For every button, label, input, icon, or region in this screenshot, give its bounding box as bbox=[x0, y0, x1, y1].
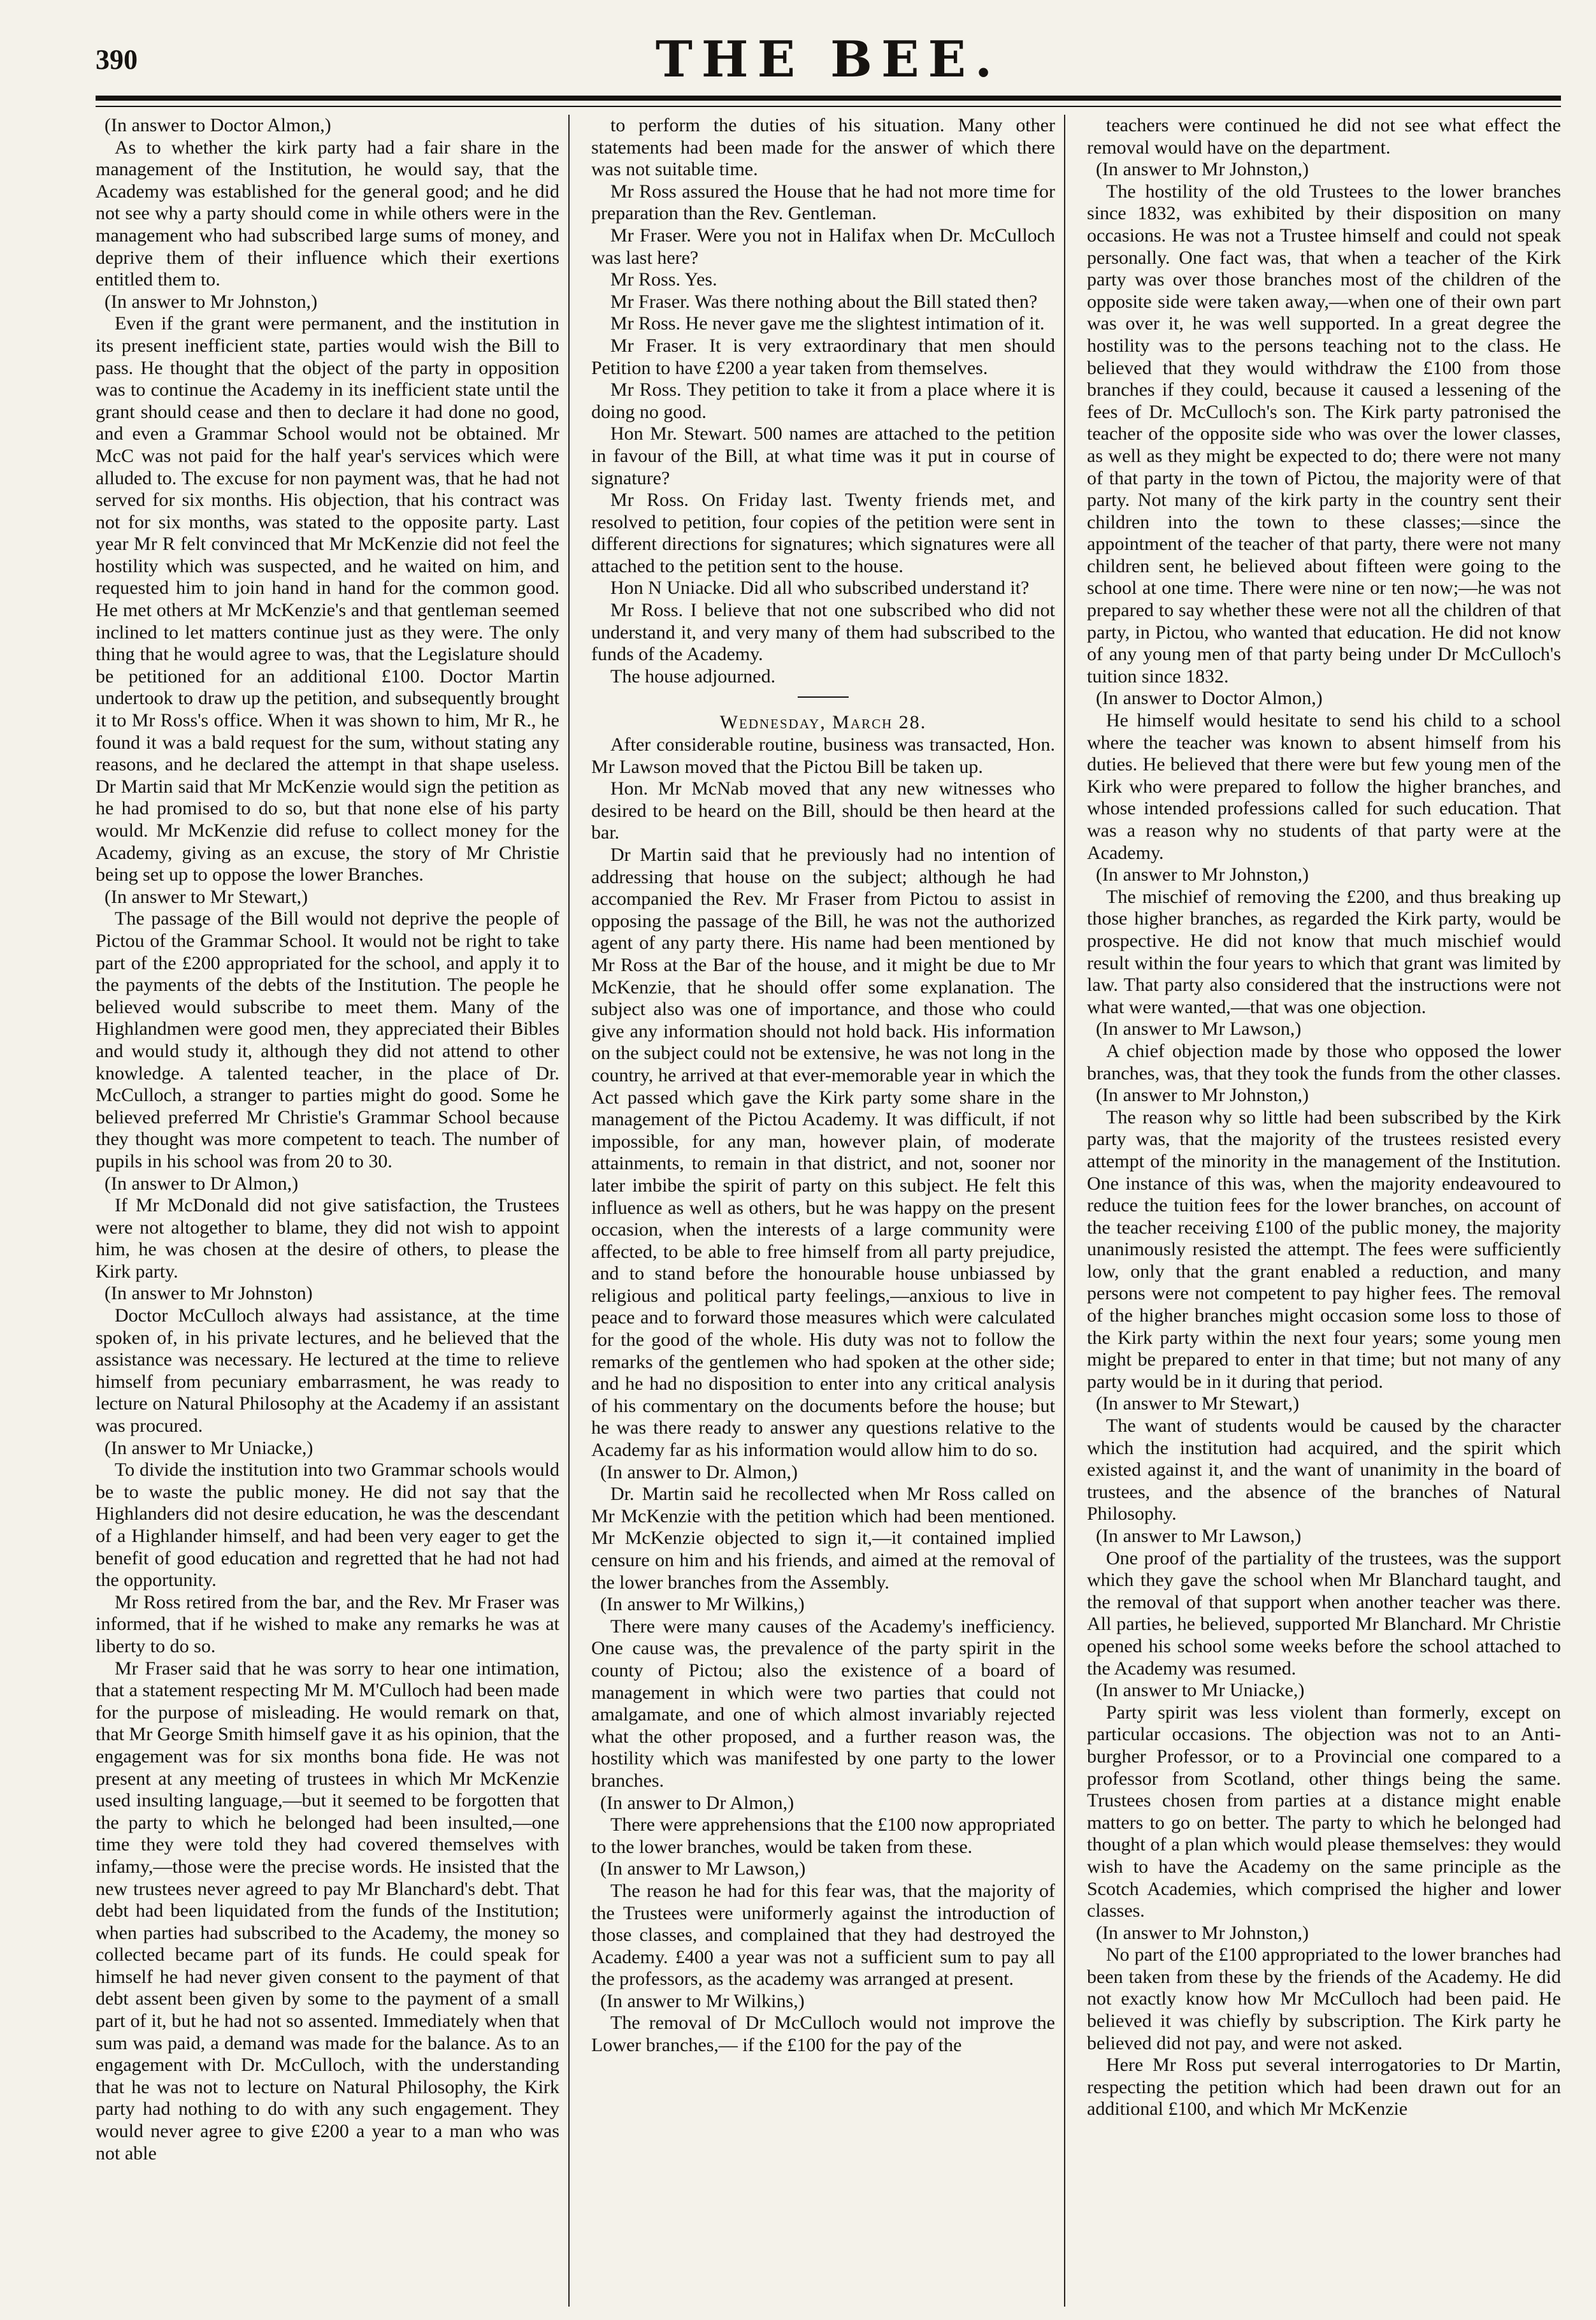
body-paragraph: Mr Fraser. Was there nothing about the Bill stated then? bbox=[610, 291, 1038, 312]
answer-note: (In answer to Mr Johnston,) bbox=[104, 291, 318, 312]
body-paragraph: Hon. Mr McNab moved that any new witnesses who desired to be heard on the Bill, should be then heard at the bar. bbox=[591, 778, 1055, 844]
body-paragraph: If Mr McDonald did not give satisfaction, the Trustees were not altogether to blame, they did not wish to appoint him, he was chosen at the desire of others, to please the Kirk party. bbox=[96, 1195, 559, 1282]
answer-note: (In answer to Mr Stewart,) bbox=[1096, 1393, 1300, 1415]
body-paragraph: Mr Ross. They petition to take it from a place where it is doing no good. bbox=[591, 379, 1055, 422]
body-paragraph: The hostility of the old Trustees to the lower branches since 1832, was exhibited by their disposition on many occasions. He was not a Trustee himself and could not speak personally. One fact was, that when a teacher of the Kirk party was over those branches most of the children of the opposite side were taken away,—when one of their own part was over it, he was well supported. In a great degree the hostility was to the persons teaching not to the class. He believed that they would withdraw the £100 from those branches if they could, because it caused a lessening of the fees of Dr. McCulloch's son. The Kirk party patronised the teacher of the opposite side who was over the lower classes, as well as they might be expected to do; there were not many of that party in the town of Pictou, the majority were of that party. Not many of the kirk party in the country sent their children into the town to these classes;—since the appointment of the teacher of that party, there were not many children sent, he believed about fifteen were going to the school at one time. There were nine or ten now;—he was not prepared to say whether these were not all the children of that party, in Pictou, who wanted that education. He did not know of any young men of that party being under Dr McCulloch's tuition since 1832. bbox=[1087, 180, 1561, 687]
answer-note: (In answer to Mr Johnston,) bbox=[1096, 1084, 1309, 1106]
answer-note: (In answer to Dr Almon,) bbox=[104, 1172, 299, 1194]
column-text bbox=[96, 115, 559, 2165]
body-paragraph: Mr Ross. He never gave me the slightest intimation of it. bbox=[610, 313, 1045, 335]
body-paragraph: to perform the duties of his situation. Many other statements had been made for the answer of which there was not suitable time. bbox=[591, 115, 1055, 180]
body-paragraph: Dr. Martin said he recollected when Mr Ross called on Mr McKenzie with the petition which had been mentioned. Mr McKenzie objected to sign it,—it contained implied censure on him and his friends, and aimed at the removal of the lower branches from the Assembly. bbox=[591, 1483, 1055, 1593]
column-left bbox=[96, 115, 570, 2307]
page-number: 390 bbox=[96, 44, 138, 75]
body-paragraph: Mr Ross. On Friday last. Twenty friends met, and resolved to petition, four copies of the petition were sent in different directions for signatures; which signatures were all attached to the petition sent to the house. bbox=[591, 489, 1055, 577]
answer-note: (In answer to Mr Johnston,) bbox=[1096, 864, 1309, 886]
body-paragraph: No part of the £100 appropriated to the lower branches had been taken from these by the friends of the Academy. He did not exactly know how Mr McCulloch had been paid. He believed it was chiefly by subscription. The Kirk party he believed did not pay, and were not asked. bbox=[1087, 1944, 1561, 2054]
answer-note: (In answer to Doctor Almon,) bbox=[1096, 688, 1323, 709]
column-text bbox=[591, 115, 1055, 2057]
body-paragraph: The mischief of removing the £200, and thus breaking up those higher branches, as regarded the Kirk party, would be prospective. He did not know that much mischief would result within the four years to which that grant was limited by law. That party also considered that the instructions were not what were wanted,—that was one objection. bbox=[1087, 886, 1561, 1018]
body-paragraph: Hon Mr. Stewart. 500 names are attached to the petition in favour of the Bill, at what time was it put in course of signature? bbox=[591, 423, 1055, 489]
body-paragraph: Mr Fraser. Were you not in Halifax when Dr. McCulloch was last here? bbox=[591, 224, 1055, 268]
answer-note: (In answer to Dr. Almon,) bbox=[600, 1461, 798, 1483]
body-paragraph: A chief objection made by those who opposed the lower branches, was, that they took the funds from the other classes. bbox=[1087, 1040, 1561, 1084]
answer-note: (In answer to Mr Wilkins,) bbox=[600, 1594, 805, 1615]
body-paragraph: The reason why so little had been subscribed by the Kirk party was, that the majority of the trustees resisted every attempt of the minority in the management of the Institution. One instance of this was, when the majority endeavoured to reduce the tuition fees for the lower branches, on account of the teacher receiving £100 of the public money, the majority unanimously resisted the attempt. The fees were sufficiently low, only that the grant enabled a reduction, and many persons were not competent to pay higher fees. The removal of the higher branches might occasion some loss to those of the Kirk party within the next four years; some young men might be prepared to enter in that time; but not many of any party would be in it during that period. bbox=[1087, 1106, 1561, 1392]
body-paragraph: Mr Fraser. It is very extraordinary that men should Petition to have £200 a year taken from themselves. bbox=[591, 335, 1055, 378]
body-paragraph: Mr Ross. I believe that not one subscribed who did not understand it, and very many of them had subscribed to the funds of the Academy. bbox=[591, 600, 1055, 665]
column-text bbox=[1087, 115, 1561, 2121]
column-middle bbox=[591, 115, 1065, 2307]
body-paragraph: Mr Ross retired from the bar, and the Rev. Mr Fraser was informed, that if he wished to make any remarks he was at liberty to do so. bbox=[96, 1591, 559, 1657]
body-paragraph: Mr Ross assured the House that he had not more time for preparation than the Rev. Gentleman. bbox=[591, 180, 1055, 224]
section-separator bbox=[798, 696, 849, 698]
body-paragraph: Here Mr Ross put several interrogatories to Dr Martin, respecting the petition which had been drawn out for an additional £100, and which Mr McKenzie bbox=[1087, 2054, 1561, 2120]
body-paragraph: Mr Fraser said that he was sorry to hear one intimation, that a statement respecting Mr M. M'Culloch had been made for the purpose of misleading. He would remark on that, that Mr George Smith himself gave it as his opinion, that the engagement was for six months bona fide. He was not present at any meeting of trustees in which Mr McKenzie used insulting language,—but it seemed to be forgotten that the party to which he belonged had been insulted,—one time they were told they had covered themselves with infamy,—those were the precise words. He insisted that the new trustees never agreed to pay Mr Blanchard's debt. That debt had been liquidated from the funds of the Institution; when parties had subscribed to the Academy, the money so collected became part of its funds. He could speak for himself he had never given consent to the payment of that debt assent been given by some to the payment of a small part of it, but he had not so assented. Immediately when that sum was paid, a demand was made for the balance. As to an engagement with Dr. McCulloch, with the understanding that he was not to lecture on Natural Philosophy, the Kirk party had nothing to do with any such engagement. They would never agree to give £200 a year to a man who was not able bbox=[96, 1657, 559, 2164]
answer-note: (In answer to Mr Wilkins,) bbox=[600, 1990, 805, 2012]
answer-note: (In answer to Mr Johnston) bbox=[104, 1283, 313, 1304]
answer-note: (In answer to Dr Almon,) bbox=[600, 1792, 794, 1813]
column-right bbox=[1087, 115, 1561, 2307]
body-paragraph: Party spirit was less violent than formerly, except on particular occasions. The objection was not to an Anti-burgher Professor, or to a Provincial one compared to a professor from Scotland, other things being the same. Trustees chosen from parties at a distance might enable matters to go on better. The party to which he belonged had thought of a plan which would please themselves: they would wish to have the Academy on the same principle as the Scotch Academies, which comprised the higher and lower classes. bbox=[1087, 1701, 1561, 1922]
answer-note: (In answer to Mr Johnston,) bbox=[1096, 1922, 1309, 1943]
answer-note: (In answer to Mr Lawson,) bbox=[1096, 1525, 1302, 1546]
journal-title: THE BEE. bbox=[655, 31, 1002, 89]
answer-note: (In answer to Mr Lawson,) bbox=[600, 1858, 806, 1880]
body-paragraph: The reason he had for this fear was, that the majority of the Trustees were uniformerly against the introduction of those classes, and complained that they had destroyed the Academy. £400 a year was not a sufficient sum to pay all the professors, as the academy was arranged at present. bbox=[591, 1880, 1055, 1990]
section-heading: Wednesday, March 28. bbox=[719, 712, 927, 733]
answer-note: (In answer to Mr Johnston,) bbox=[1096, 159, 1309, 180]
body-paragraph: Hon N Uniacke. Did all who subscribed understand it? bbox=[610, 577, 1030, 599]
body-paragraph: The removal of Dr McCulloch would not improve the Lower branches,— if the £100 for the pay of the bbox=[591, 2012, 1055, 2056]
masthead-rule-thick bbox=[96, 96, 1561, 101]
body-paragraph: Even if the grant were permanent, and the institution in its present inefficient state, parties would wish the Bill to pass. He thought that the object of the party in opposition was to continue the Academy in its inefficient state until the grant should cease and then to declare it had done no good, and even a Grammar School would not be obtained. Mr McC was not paid for the half year's services which were alluded to. The excuse for non payment was, that he had not served for six months. His objection, that his contract was not for six months, was stated to the opposite party. Last year Mr R felt convinced that Mr McKenzie did not feel the hostility which was suspected, and he waited on him, and requested him to join hand in hand for the common good. He met others at Mr McKenzie's and that gentleman seemed inclined to let matters continue just as they were. The only thing that he would agree to was, that the Legislature should be petitioned for an additional £100. Doctor Martin undertook to draw up the petition, and subsequently brought it to Mr Ross's office. When it was shown to him, Mr R., he found it was a bald request for the sum, without stating any reasons, and he declared the attempt in that shape useless. Dr Martin said that Mr McKenzie would sign the petition as he had promised to do so, but that none else of his party would. Mr McKenzie did refuse to collect money for the Academy, giving as an excuse, the story of Mr Christie being set up to oppose the lower Branches. bbox=[96, 313, 559, 886]
body-paragraph: The house adjourned. bbox=[610, 665, 776, 687]
body-paragraph: To divide the institution into two Grammar schools would be to waste the public money. He did not say that the Highlanders did not desire education, he was the descendant of a Highlander himself, and had been very eager to get the benefit of good education and regretted that he had not had the opportunity. bbox=[96, 1459, 559, 1591]
body-paragraph: Mr Ross. Yes. bbox=[610, 269, 717, 291]
answer-note: (In answer to Mr Uniacke,) bbox=[1096, 1680, 1305, 1701]
body-paragraph: The passage of the Bill would not deprive the people of Pictou of the Grammar School. It would not be right to take part of the £200 appropriated for the school, and apply it to the payments of the debts of the Institution. The people he believed would subscribe to meet them. Many of the Highlandmen were good men, they appreciated their Bibles and would study it, although they did not attend to other knowledge. A talented teacher, in the place of Dr. McCulloch, a stranger to parties might do good. Some he believed preferred Mr Christie's Grammar School because they thought was more competent to teach. The number of pupils in his school was from 20 to 30. bbox=[96, 908, 559, 1172]
body-paragraph: The want of students would be caused by the character which the institution had acquired, and the spirit which existed against it, and the want of unanimity in the board of trustees, and the absence of the branches of Natural Philosophy. bbox=[1087, 1415, 1561, 1525]
answer-note: (In answer to Mr Lawson,) bbox=[1096, 1018, 1302, 1040]
article-columns bbox=[96, 115, 1561, 2307]
body-paragraph: There were many causes of the Academy's inefficiency. One cause was, the prevalence of the party spirit in the county of Pictou; also the existence of a board of management in which were two parties that could not amalgamate, and one of which almost invariably rejected what the other proposed, and a further reason was, the hostility which was manifested by one party to the lower branches. bbox=[591, 1615, 1055, 1791]
body-paragraph: Dr Martin said that he previously had no intention of addressing that house on the subject; although he had accompanied the Rev. Mr Fraser from Pictou to assist in opposing the passage of the Bill, he was not the authorized agent of any party there. His name had been mentioned by Mr Ross at the Bar of the house, and it might be due to Mr McKenzie, that he should offer some explanation. The subject also was one of importance, and those who could give any information should not hold back. His information on the subject could not be extensive, he was not long in the country, he arrived at that ever-memorable year in which the Act passed which gave the Kirk party some share in the management of the Pictou Academy. It was difficult, if not impossible, for any man, however plain, of moderate attainments, to remain in that district, and not, sooner nor later imbibe the spirit of party on this subject. He felt this influence as well as others, but he was happy on the present occasion, when the interests of a large community were affected, to be able to free himself from all party prejudice, and to stand before the honourable house unbiassed by religious and political party feelings,—anxious to live in peace and to forward those measures which were calculated for the good of the whole. His duty was not to follow the remarks of the gentlemen who had spoken at the other side; and he had no disposition to enter into any critical analysis of his commentary on the documents before the house; but he was there ready to answer any questions relative to the Academy far as his information would allow him to do so. bbox=[591, 844, 1055, 1461]
answer-note: (In answer to Mr Stewart,) bbox=[104, 886, 308, 907]
body-paragraph: teachers were continued he did not see what effect the removal would have on the department. bbox=[1087, 115, 1561, 158]
masthead-rule-thin bbox=[96, 106, 1561, 107]
body-paragraph: As to whether the kirk party had a fair share in the management of the Institution, he would say, that the Academy was established for the general good; and he did not see why a party should come in while others were in the management who had subscribed large sums of money, and deprive them of their influence which their exertions entitled them to. bbox=[96, 136, 559, 291]
answer-note: (In answer to Doctor Almon,) bbox=[104, 115, 331, 136]
body-paragraph: There were apprehensions that the £100 now appropriated to the lower branches, would be taken from these. bbox=[591, 1814, 1055, 1857]
body-paragraph: Doctor McCulloch always had assistance, at the time spoken of, in his private lectures, and he believed that the assistance was necessary. He lectured at the time to relieve himself from pecuniary embarrasment, he was ready to lecture on Natural Philosophy at the Academy if an assistant was procured. bbox=[96, 1305, 559, 1437]
answer-note: (In answer to Mr Uniacke,) bbox=[104, 1437, 313, 1459]
body-paragraph: After considerable routine, business was transacted, Hon. Mr Lawson moved that the Pictou Bill be taken up. bbox=[591, 734, 1055, 777]
body-paragraph: He himself would hesitate to send his child to a school where the teacher was known to absent himself from his duties. He believed that there were but few young men of the Kirk who were prepared to follow the higher branches, and whose intended professions called for such education. That was a reason why no students of that party were at the Academy. bbox=[1087, 710, 1561, 863]
masthead bbox=[96, 25, 1561, 92]
body-paragraph: One proof of the partiality of the trustees, was the support which they gave the school when Mr Blanchard taught, and the removal of that support when another teacher was there. All parties, he believed, supported Mr Blanchard. Mr Christie opened his school some weeks before the school attached to the Academy was resumed. bbox=[1087, 1547, 1561, 1679]
